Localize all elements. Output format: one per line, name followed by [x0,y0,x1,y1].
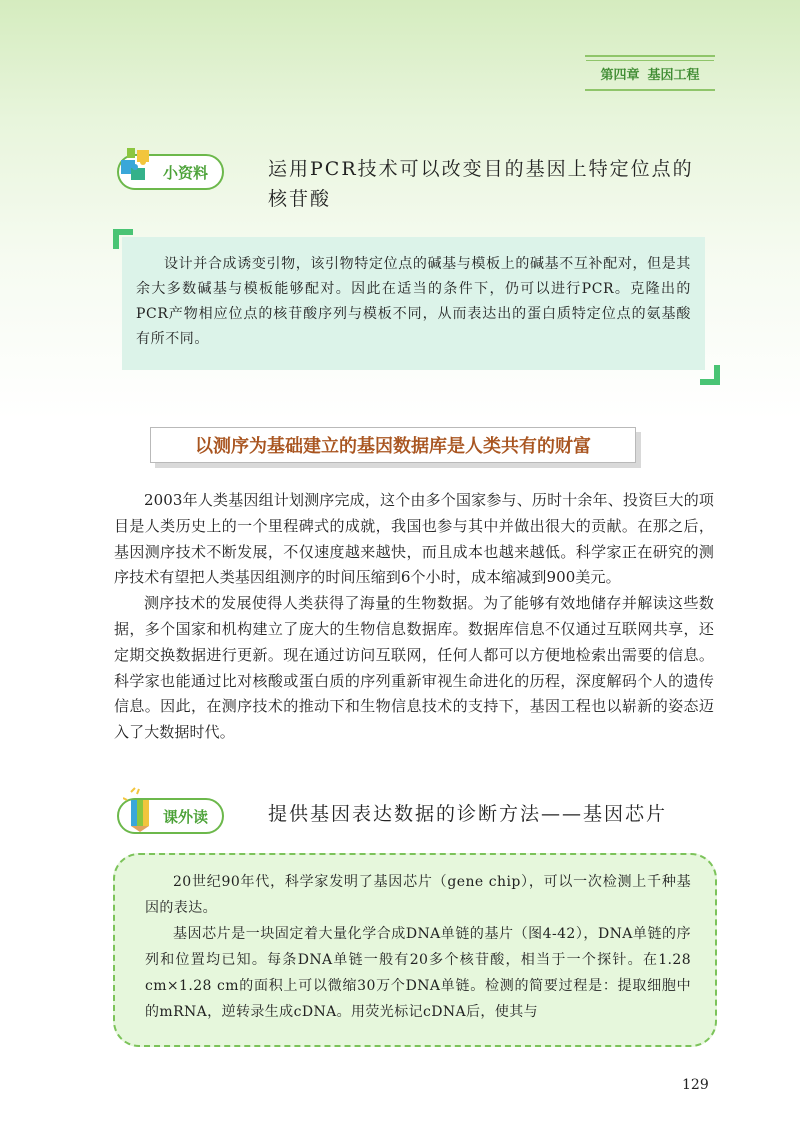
reading-paragraph-1: 20世纪90年代，科学家发明了基因芯片（gene chip），可以一次检测上千种基因的表达。 [145,874,691,916]
reading-section-title: 提供基因表达数据的诊断方法——基因芯片 [268,803,668,825]
info-section-title [268,154,694,214]
pencil-icon [123,786,159,832]
body-paragraph-1: 2003年人类基因组计划测序完成，这个由多个国家参与、历时十余年、投资巨大的项目是人类历史上的一个里程碑式的成就，我国也参与其中并做出很大的贡献。在那之后，基因测序技术不断发展，不仅速度越来越快，而且成本也越来越低。科学家正在研究的测序技术有望把人类基因组测序的时间压缩到6个小时，成本缩减到900美元。 [114,491,714,587]
info-title-line1: 运用PCR技术可以改变目的基因上特定位点的 [268,158,694,180]
info-paragraph: 设计并合成诱变引物，该引物特定位点的碱基与模板上的碱基不互补配对，但是其余大多数碱基与模板能够配对。因此在适当的条件下，仍可以进行PCR。克隆出的PCR产物相应位点的核苷酸序列与模板不同，从而表达出的蛋白质特定位点的氨基酸有所不同。 [136,256,691,347]
reading-box [113,853,717,1047]
info-badge-label: 小资料 [163,163,209,182]
body-paragraph-2: 测序技术的发展使得人类获得了海量的生物数据。为了能够有效地储存并解读这些数据，多个国家和机构建立了庞大的生物信息数据库。数据库信息不仅通过互联网共享，还定期交换数据进行更新。现在通过访问互联网，任何人都可以方便地检索出需要的信息。科学家也能通过比对核酸或蛋白质的序列重新审视生命进化的历程，深度解码个人的遗传信息。因此，在测序技术的推动下和生物信息技术的支持下，基因工程也以崭新的姿态迈入了大数据时代。 [114,594,714,742]
main-heading: 以测序为基础建立的基因数据库是人类共有的财富 [150,427,636,463]
reading-paragraph-2: 基因芯片是一块固定着大量化学合成DNA单链的基片（图4-42），DNA单链的序列和位置均已知。每条DNA单链一般有20多个核苷酸，相当于一个探针。在1.28 cm×1.28 cm的面积上可以微缩30万个DNA单链。检测的简要过程是：提取细胞中的mRNA，逆转录生成cDNA。用荧光标记cDNA后，使其与 [145,926,691,1020]
info-box [122,237,705,370]
body-text [114,488,714,746]
reading-badge [117,798,224,834]
header-rule [586,60,714,61]
info-title-line2: 核苷酸 [268,188,332,210]
reading-badge-label: 课外读 [163,807,209,826]
chapter-section-label: 基因工程 [647,67,700,83]
page-number: 129 [682,1077,709,1093]
box-corner-bottom-right [700,365,720,385]
chapter-label: 第四章 [600,67,640,83]
info-badge [117,154,224,190]
puzzle-pieces-icon [117,144,159,184]
